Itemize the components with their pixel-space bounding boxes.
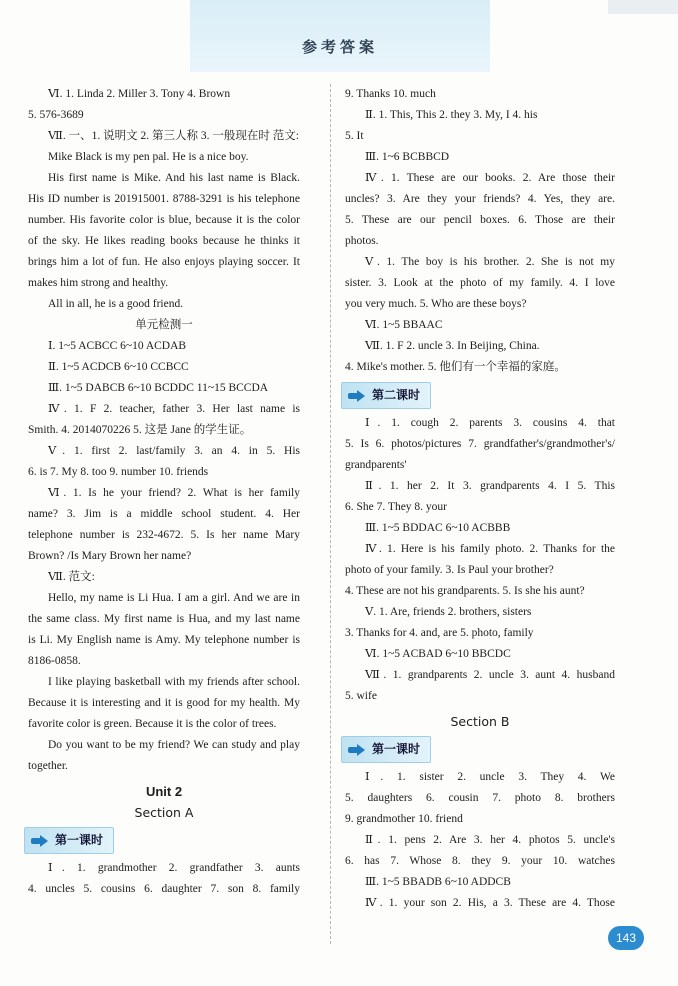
- answer-line: 6. has 7. Whose 8. they 9. your 10. watches: [345, 855, 615, 867]
- right-answer-lines-b: [345, 413, 615, 707]
- answer-line: Ⅵ. 1~5 ACBAD 6~10 BBCDC: [365, 648, 511, 660]
- answer-line: Mike Black is my pen pal. He is a nice boy.: [48, 151, 249, 163]
- answer-line: Ⅰ. 1. grandmother 2. grandfather 3. aunts: [48, 862, 300, 874]
- answer-line: 4. These are not his grandparents. 5. Is she his aunt?: [345, 585, 585, 597]
- answer-line: 单元检测一: [135, 319, 193, 331]
- answer-line: together.: [28, 760, 68, 772]
- section-b-heading: Section B: [450, 714, 510, 729]
- answer-line: sister. 3. Look at the photo of my family. 4. I love: [345, 277, 615, 289]
- answer-line: Ⅵ. 1. Is he your friend? 2. What is her family: [48, 487, 300, 499]
- page-number: 143: [608, 926, 644, 950]
- answer-line: 3. Thanks for 4. and, are 5. photo, family: [345, 627, 534, 639]
- answer-line: brings him a lot of fun. He also enjoys playing soccer. It: [28, 256, 300, 268]
- answer-line: is Li. My English name is Amy. My telephone number is: [28, 634, 300, 646]
- answer-line: His ID number is 201915001. 8788-3291 is his telephone: [28, 193, 300, 205]
- lesson-label: 第二课时: [372, 388, 421, 402]
- arrow-icon: [31, 835, 49, 847]
- right-answer-lines-c: [345, 767, 615, 914]
- lesson-label: 第一课时: [55, 833, 104, 847]
- answer-line: 5. daughters 6. cousin 7. photo 8. brothers: [345, 792, 615, 804]
- answer-line: 8186-0858.: [28, 655, 81, 667]
- answer-line: Brown? /Is Mary Brown her name?: [28, 550, 192, 562]
- answer-line: Ⅶ. 范文:: [48, 571, 95, 583]
- header-band: [190, 0, 490, 72]
- lesson-banner-3: [341, 736, 615, 763]
- answer-line: 6. She 7. They 8. your: [345, 501, 448, 513]
- lesson-label-box: [24, 827, 114, 854]
- answer-line: Ⅱ. 1. This, This 2. they 3. My, I 4. his: [365, 109, 538, 121]
- unit-heading: Unit 2: [145, 784, 183, 799]
- answer-line: Do you want to be my friend? We can study and play: [48, 739, 300, 751]
- answer-line: Ⅲ. 1~5 DABCB 6~10 BCDDC 11~15 BCCDA: [48, 382, 269, 394]
- left-bottom-answer-lines: [28, 858, 300, 900]
- answer-line: Ⅲ. 1~6 BCBBCD: [365, 151, 450, 163]
- arrow-icon: [348, 744, 366, 756]
- page-header-title: 参考答案: [301, 38, 378, 56]
- answer-line: 5. Is 6. photos/pictures 7. grandfather's/grandmother's/: [345, 438, 615, 450]
- answer-line: 9. grandmother 10. friend: [345, 813, 463, 825]
- answer-line: photo of your family. 3. Is Paul your brother?: [345, 564, 554, 576]
- answer-line: Ⅲ. 1~5 BBADB 6~10 ADDCB: [365, 876, 511, 888]
- answer-line: Ⅰ. 1. cough 2. parents 3. cousins 4. that: [365, 417, 615, 429]
- answer-line: Ⅴ. 1. The boy is his brother. 2. She is not my: [365, 256, 615, 268]
- arrow-icon: [348, 390, 366, 402]
- answer-line: favorite color is green. Because it is the color of trees.: [28, 718, 277, 730]
- answer-line: uncles? 3. Are they your friends? 4. Yes, they are.: [345, 193, 615, 205]
- answer-line: 4. Mike's mother. 5. 他们有一个幸福的家庭。: [345, 361, 566, 373]
- answer-line: grandparents': [345, 459, 407, 471]
- answer-line: name? 3. Jim is a middle school student. 4. Her: [28, 508, 300, 520]
- answer-line: Ⅱ. 1. her 2. It 3. grandparents 4. I 5. This: [365, 480, 615, 492]
- left-answer-lines: [28, 84, 300, 777]
- lesson-label-box: [341, 736, 431, 763]
- answer-line: you very much. 5. Who are these boys?: [345, 298, 527, 310]
- section-heading: Section A: [134, 805, 194, 820]
- answer-line: makes him strong and healthy.: [28, 277, 169, 289]
- answer-line: I like playing basketball with my friends after school.: [48, 676, 300, 688]
- answer-line: Ⅶ. 1. F 2. uncle 3. In Beijing, China.: [365, 340, 540, 352]
- answer-line: Ⅴ. 1. first 2. last/family 3. an 4. in 5. His: [48, 445, 300, 457]
- answer-line: All in all, he is a good friend.: [48, 298, 184, 310]
- answer-line: Ⅳ. 1. F 2. teacher, father 3. Her last name is: [48, 403, 300, 415]
- lesson-banner: [24, 827, 300, 854]
- right-column: [345, 84, 615, 914]
- answer-line: of the sky. He likes reading books because he thinks it: [28, 235, 300, 247]
- answer-line: 9. Thanks 10. much: [345, 88, 436, 100]
- answer-line: Ⅱ. 1. pens 2. Are 3. her 4. photos 5. uncle's: [365, 834, 615, 846]
- lesson-label-box: [341, 382, 431, 409]
- answer-line: photos.: [345, 235, 379, 247]
- left-column: [28, 84, 300, 900]
- lesson-label: 第一课时: [372, 742, 421, 756]
- answer-line: His first name is Mike. And his last name is Black.: [48, 172, 300, 184]
- answer-line: Ⅱ. 1~5 ACDCB 6~10 CCBCC: [48, 361, 189, 373]
- answer-line: Hello, my name is Li Hua. I am a girl. And we are in: [48, 592, 300, 604]
- lesson-banner-2: [341, 382, 615, 409]
- answer-line: Ⅶ. 1. grandparents 2. uncle 3. aunt 4. husband: [365, 669, 615, 681]
- answer-line: Ⅳ. 1. These are our books. 2. Are those their: [365, 172, 615, 184]
- answer-line: number. His favorite color is blue, because it is the color: [28, 214, 300, 226]
- answer-line: 5. wife: [345, 690, 377, 702]
- answer-line: 4. uncles 5. cousins 6. daughter 7. son 8. family: [28, 883, 300, 895]
- answer-line: Smith. 4. 2014070226 5. 这是 Jane 的学生证。: [28, 424, 252, 436]
- answer-line: Ⅴ. 1. Are, friends 2. brothers, sisters: [365, 606, 532, 618]
- answer-line: 5. 576-3689: [28, 109, 84, 121]
- answer-line: Ⅰ. 1. sister 2. uncle 3. They 4. We: [365, 771, 615, 783]
- answer-line: Ⅶ. 一、1. 说明文 2. 第三人称 3. 一般现在时 范文:: [48, 130, 299, 142]
- answer-line: Because it is interesting and it is good for my health. My: [28, 697, 300, 709]
- answer-line: Ⅰ. 1~5 ACBCC 6~10 ACDAB: [48, 340, 187, 352]
- answer-line: 6. is 7. My 8. too 9. number 10. friends: [28, 466, 209, 478]
- answer-line: Ⅳ. 1. your son 2. His, a 3. These are 4. Those: [365, 897, 615, 909]
- answer-line: Ⅵ. 1. Linda 2. Miller 3. Tony 4. Brown: [48, 88, 231, 100]
- corner-tab: [608, 0, 678, 14]
- answer-line: the same class. My first name is Hua, and my last name: [28, 613, 300, 625]
- answer-line: telephone number is 232-4672. 5. Is her name Mary: [28, 529, 300, 541]
- answer-line: Ⅲ. 1~5 BDDAC 6~10 ACBBB: [365, 522, 511, 534]
- answer-line: Ⅳ. 1. Here is his family photo. 2. Thanks for the: [365, 543, 615, 555]
- answer-line: 5. These are our pencil boxes. 6. Those are their: [345, 214, 615, 226]
- column-divider: [330, 84, 331, 944]
- answer-line: Ⅵ. 1~5 BBAAC: [365, 319, 443, 331]
- right-answer-lines-a: [345, 84, 615, 378]
- answer-line: 5. It: [345, 130, 364, 142]
